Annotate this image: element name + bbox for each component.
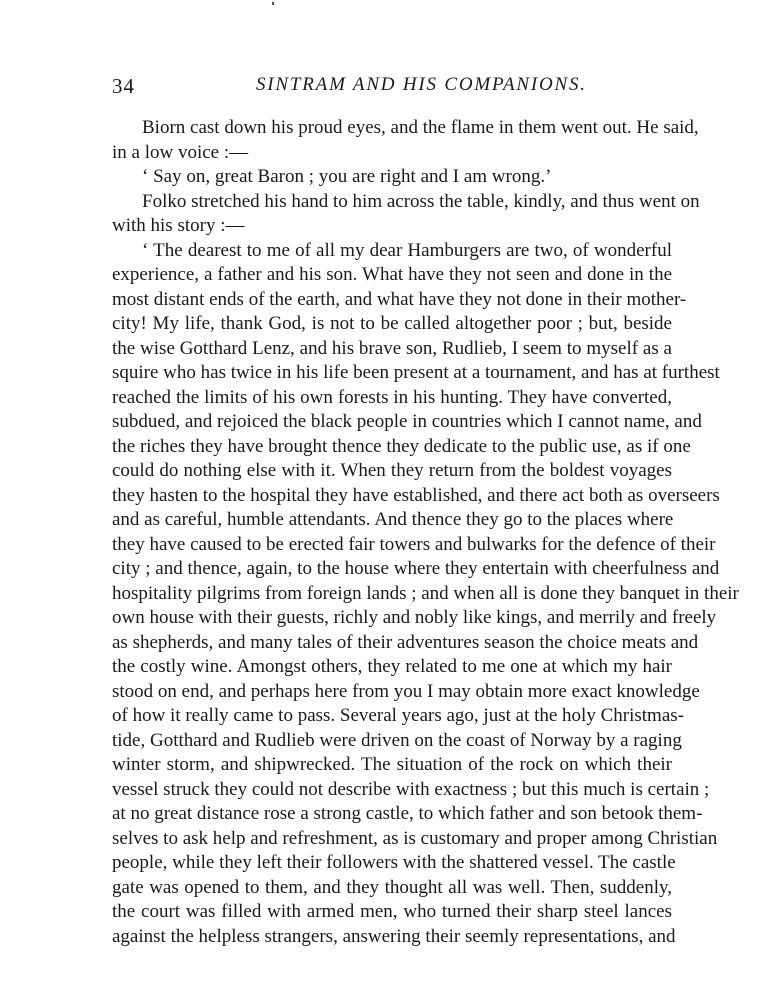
text-line: stood on end, and perhaps here from you I may obtain more exact knowledge xyxy=(112,680,700,702)
text-line: reached the limits of his own forests in his hunting. They have converted, xyxy=(112,386,672,408)
text-line: tide, Gotthard and Rudlieb were driven on the coast of Norway by a raging xyxy=(112,729,682,751)
text-line: ‘ Say on, great Baron ; you are right and I am wrong.’ xyxy=(142,166,552,187)
text-line: with his story :— xyxy=(112,215,245,236)
running-title: SINTRAM AND HIS COMPANIONS. xyxy=(256,74,587,95)
text-line: they hasten to the hospital they have established, and there act both as overseers xyxy=(112,484,720,506)
text-line: as shepherds, and many tales of their adventures season the choice meats and xyxy=(112,631,699,653)
text-line: in a low voice :— xyxy=(112,141,249,163)
print-mark xyxy=(272,2,274,5)
text-line: vessel struck they could not describe with exactness ; but this much is certain ; xyxy=(112,778,710,800)
text-line: the court was filled with armed men, who turned their sharp steel lances xyxy=(112,901,672,922)
text-line: experience, a father and his son. What have they not seen and done in the xyxy=(112,264,672,285)
text-line: the wise Gotthard Lenz, and his brave son, Rudlieb, I seem to myself as a xyxy=(112,337,672,359)
text-line: city ; and thence, again, to the house where they entertain with cheerfulness and xyxy=(112,558,720,579)
body-text xyxy=(112,116,739,949)
text-line: Biorn cast down his proud eyes, and the flame in them went out. He said, xyxy=(142,117,699,138)
text-line: selves to ask help and refreshment, as is customary and proper among Christian xyxy=(112,827,718,849)
text-line: they have caused to be erected fair towers and bulwarks for the defence of their xyxy=(112,533,716,555)
running-head xyxy=(112,74,672,104)
text-line: city! My life, thank God, is not to be called altogether poor ; but, beside xyxy=(112,313,672,334)
text-line: winter storm, and shipwrecked. The situation of the rock on which their xyxy=(112,754,672,775)
text-line: gate was opened to them, and they thought all was well. Then, suddenly, xyxy=(112,876,672,898)
text-line: ‘ The dearest to me of all my dear Hamburgers are two, of wonderful xyxy=(142,239,672,261)
text-line: subdued, and rejoiced the black people in countries which I cannot name, and xyxy=(112,411,702,432)
text-line: most distant ends of the earth, and what have they not done in their mother- xyxy=(112,288,687,310)
text-line: hospitality pilgrims from foreign lands ; and when all is done they banquet in their xyxy=(112,582,739,604)
text-line: and as careful, humble attendants. And thence they go to the places where xyxy=(112,509,674,530)
text-line: against the helpless strangers, answering their seemly representations, and xyxy=(112,925,676,947)
text-line: people, while they left their followers with the shattered vessel. The castle xyxy=(112,852,676,873)
text-line: own house with their guests, richly and nobly like kings, and merrily and freely xyxy=(112,607,717,628)
text-line: the riches they have brought thence they dedicate to the public use, as if one xyxy=(112,435,691,457)
page-number: 34 xyxy=(112,74,135,98)
text-line: of how it really came to pass. Several years ago, just at the holy Christmas- xyxy=(112,705,684,726)
text-line: at no great distance rose a strong castle, to which father and son betook them- xyxy=(112,803,703,824)
text-line: Folko stretched his hand to him across the table, kindly, and thus went on xyxy=(142,190,700,212)
text-line: squire who has twice in his life been present at a tournament, and has at furthest xyxy=(112,362,720,383)
text-line: the costly wine. Amongst others, they related to me one at which my hair xyxy=(112,656,672,677)
text-line: could do nothing else with it. When they return from the boldest voyages xyxy=(112,460,672,481)
